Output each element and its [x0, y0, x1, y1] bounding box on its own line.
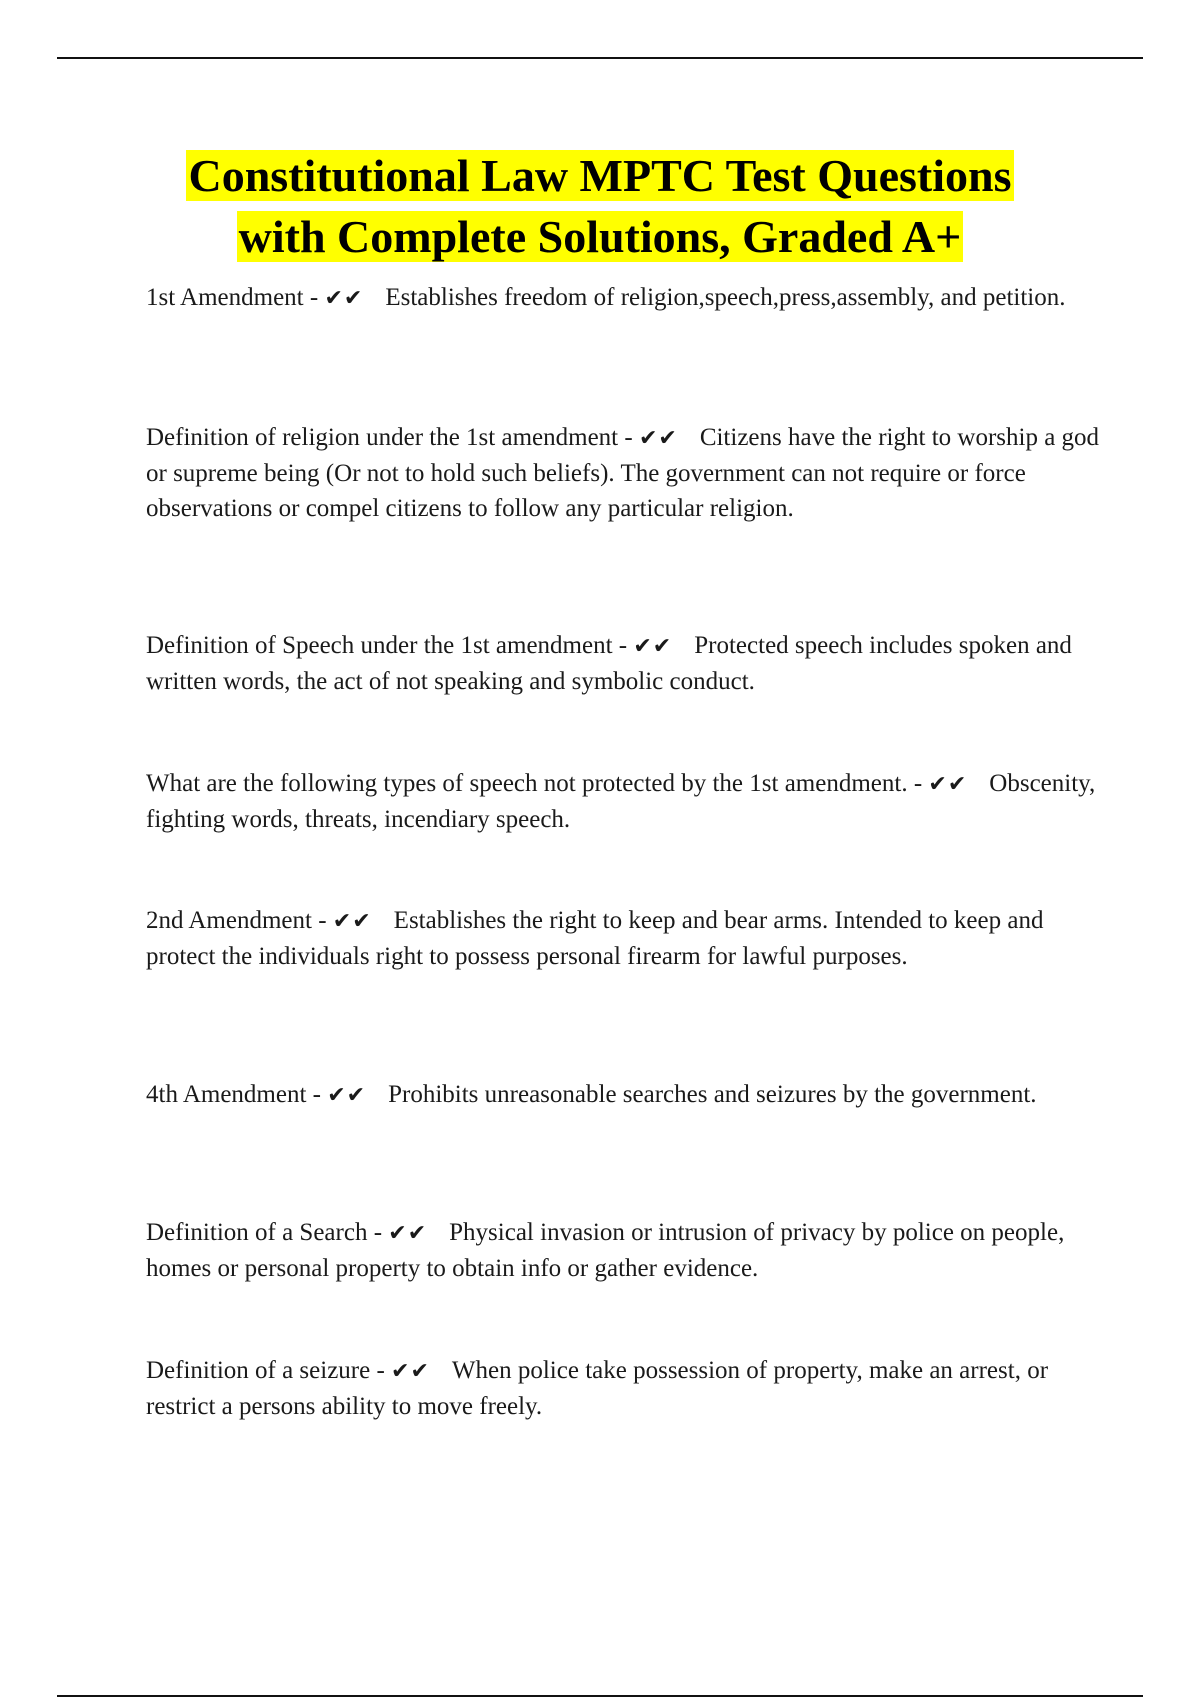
qa-item-search-definition — [146, 1215, 1101, 1286]
question-text: Definition of a Search — [146, 1219, 368, 1246]
check-icon: ✔✔ — [327, 1083, 367, 1108]
separator: - — [303, 284, 325, 311]
separator: - — [907, 770, 929, 797]
question-text: 1st Amendment — [146, 284, 304, 311]
title-line-1: Constitutional Law MPTC Test Questions — [188, 150, 1012, 201]
title-line-2: with Complete Solutions, Graded A+ — [238, 211, 962, 262]
answer-text: Protected speech includes spoken and written words, the act of not speaking and symbolic conduct. — [146, 632, 1072, 695]
qa-item-religion-definition — [146, 420, 1101, 526]
check-icon: ✔✔ — [928, 772, 968, 797]
check-icon: ✔✔ — [388, 1221, 428, 1246]
check-icon: ✔✔ — [633, 634, 673, 659]
check-icon: ✔✔ — [638, 426, 678, 451]
check-icon: ✔✔ — [324, 286, 364, 311]
separator: - — [612, 632, 634, 659]
question-text: Definition of a seizure — [146, 1357, 371, 1384]
document-title — [100, 145, 1100, 267]
top-rule — [57, 57, 1143, 59]
qa-item-4th-amendment — [146, 1077, 1101, 1113]
answer-text: Obscenity, fighting words, threats, incendiary speech. — [146, 770, 1096, 833]
separator: - — [306, 1081, 328, 1108]
qa-item-unprotected-speech — [146, 766, 1101, 837]
question-text: 4th Amendment — [146, 1081, 307, 1108]
separator: - — [370, 1357, 392, 1384]
answer-text: Establishes freedom of religion,speech,press,assembly, and petition. — [385, 284, 1066, 311]
question-text: What are the following types of speech not protected by the 1st amendment. — [146, 770, 908, 797]
separator: - — [367, 1219, 389, 1246]
question-text: Definition of religion under the 1st amendment — [146, 424, 619, 451]
bottom-rule — [57, 1695, 1143, 1697]
answer-text: Prohibits unreasonable searches and seizures by the government. — [388, 1081, 1037, 1108]
qa-item-2nd-amendment — [146, 903, 1101, 974]
qa-item-speech-definition — [146, 628, 1101, 699]
answer-text: When police take possession of property, make an arrest, or restrict a persons ability to move freely. — [146, 1357, 1049, 1420]
separator: - — [311, 907, 333, 934]
check-icon: ✔✔ — [332, 909, 372, 934]
question-text: 2nd Amendment — [146, 907, 312, 934]
answer-text: Citizens have the right to worship a god or supreme being (Or not to hold such beliefs). The government can not require or force observations or compel citizens to follow any particular religion. — [146, 424, 1100, 522]
qa-item-seizure-definition — [146, 1353, 1101, 1424]
answer-text: Physical invasion or intrusion of privacy by police on people, homes or personal property to obtain info or gather evidence. — [146, 1219, 1065, 1282]
question-text: Definition of Speech under the 1st amendment — [146, 632, 613, 659]
answer-text: Establishes the right to keep and bear arms. Intended to keep and protect the individuals right to possess personal firearm for lawful purposes. — [146, 907, 1044, 970]
separator: - — [618, 424, 639, 451]
qa-item-1st-amendment — [146, 280, 1101, 316]
check-icon: ✔✔ — [391, 1359, 430, 1384]
